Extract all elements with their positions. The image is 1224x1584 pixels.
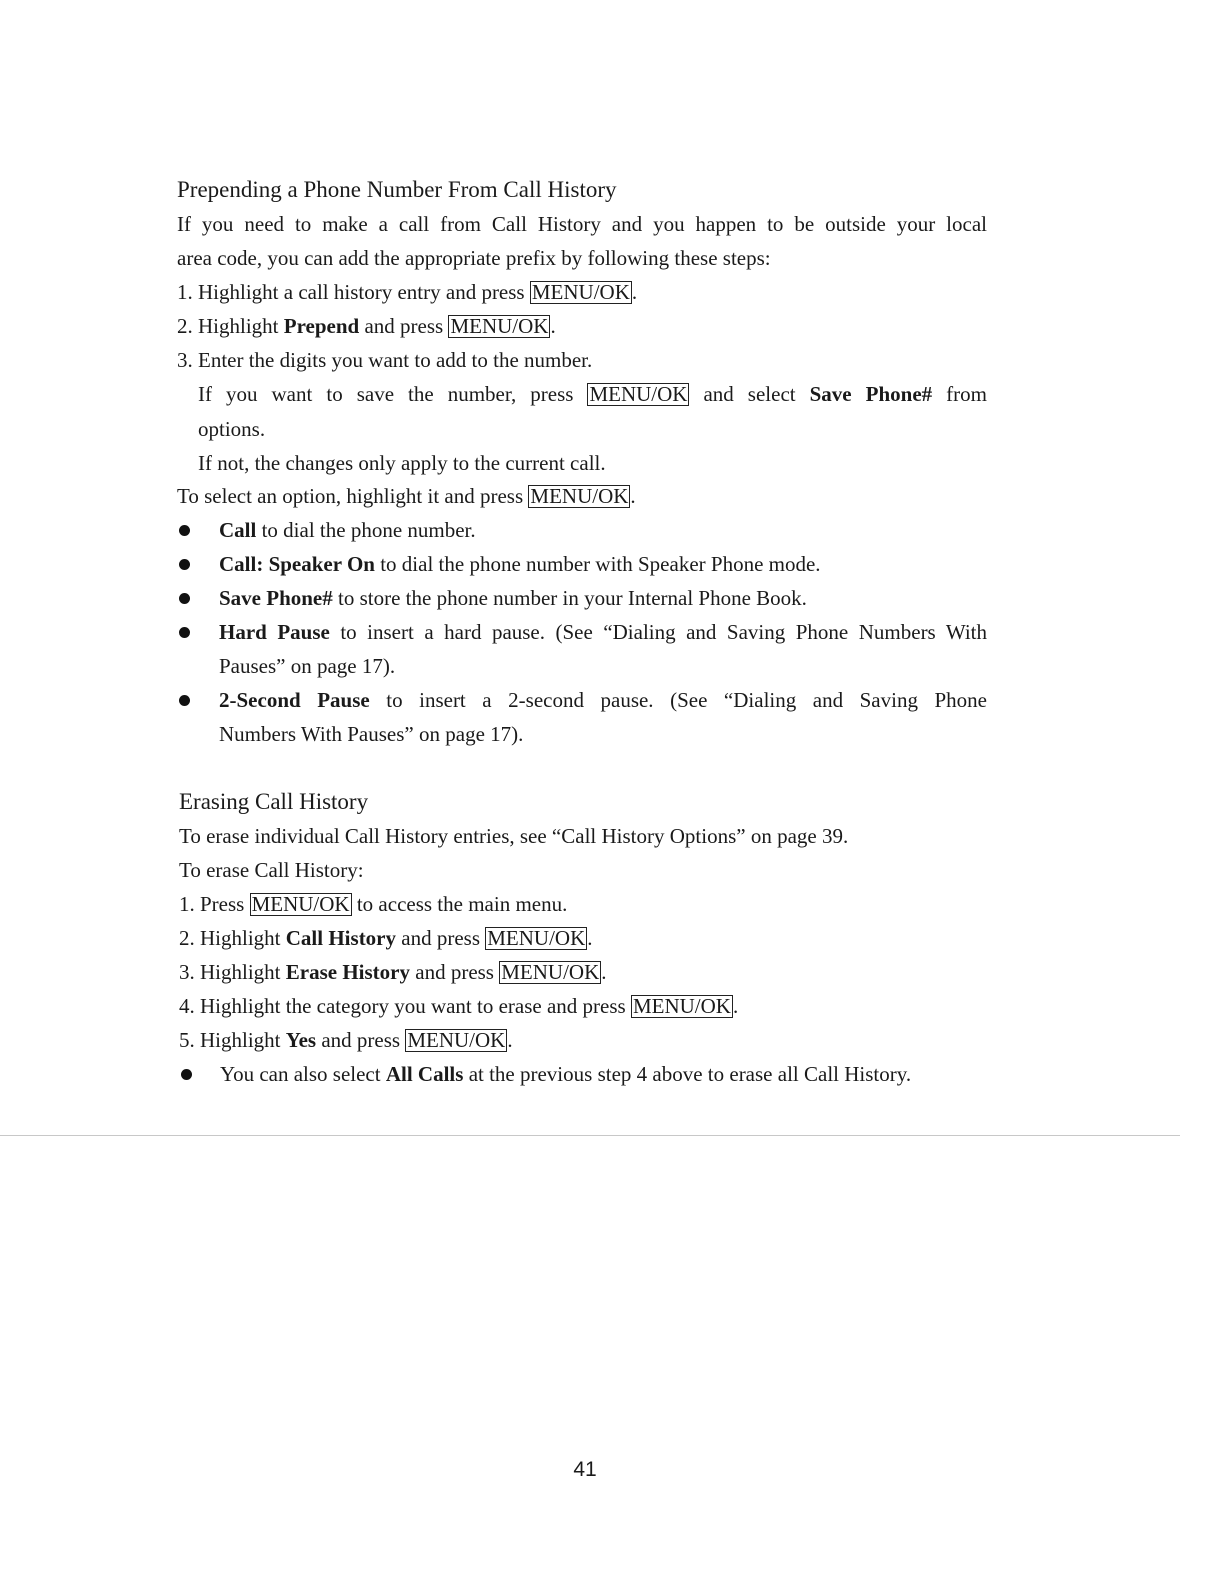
page-divider: [0, 1135, 1180, 1136]
step-text: 2. Highlight: [177, 314, 284, 338]
section-title-prepending: Prepending a Phone Number From Call History: [177, 177, 617, 202]
text: to dial the phone number.: [256, 518, 476, 542]
step-text: 2. Highlight: [179, 926, 286, 950]
bold-term: Call: [219, 518, 257, 542]
menu-ok-key: MENU/OK: [531, 280, 630, 304]
option-item-call: [219, 518, 476, 542]
prepend-step-1: [177, 280, 637, 304]
text: To select an option, highlight it and press: [177, 484, 529, 508]
menu-ok-key: MENU/OK: [501, 960, 600, 984]
text: If you want to save the number, press: [198, 382, 588, 406]
period: .: [732, 994, 739, 1018]
bold-term: Save Phone#: [809, 382, 933, 406]
period: .: [630, 484, 636, 508]
bold-term: Call History: [285, 926, 397, 950]
option-item-2sec-pause: [219, 688, 987, 712]
page-number: 41: [573, 1458, 597, 1481]
step-text: to access the main menu.: [351, 892, 568, 916]
period: .: [587, 926, 593, 950]
step-text: and press: [410, 960, 500, 984]
bullet-icon: [179, 627, 190, 638]
menu-ok-key: MENU/OK: [530, 484, 629, 508]
text: at the previous step 4 above to erase all Call History.: [463, 1062, 912, 1086]
bullet-icon: [179, 695, 190, 706]
text: to store the phone number in your Internal Phone Book.: [332, 586, 807, 610]
select-option-line: [177, 484, 636, 508]
save-instruction-line-1: [198, 382, 987, 406]
bold-term: Save Phone#: [219, 586, 333, 610]
erase-step-1: [179, 892, 567, 916]
step-text: 5. Highlight: [179, 1028, 286, 1052]
bullet-icon: [179, 559, 190, 570]
bullet-icon: [179, 525, 190, 536]
step-text: 1. Highlight a call history entry and press: [177, 280, 530, 304]
menu-ok-key: MENU/OK: [632, 994, 731, 1018]
erase-note: [220, 1062, 911, 1086]
step-text: 1. Press: [179, 892, 250, 916]
menu-ok-key: MENU/OK: [407, 1028, 506, 1052]
save-instruction-line-2: options.: [198, 417, 266, 441]
erase-step-3: [179, 960, 606, 984]
step-text: 3. Highlight: [179, 960, 286, 984]
intro-line-1: If you need to make a call from Call History and you happen to be outside your local: [177, 212, 987, 236]
erase-step-2: [179, 926, 593, 950]
period: .: [601, 960, 607, 984]
bold-term: Yes: [285, 1028, 317, 1052]
step-text: and press: [396, 926, 486, 950]
text: from: [932, 382, 987, 406]
menu-ok-key: MENU/OK: [450, 314, 549, 338]
erase-line-1: To erase individual Call History entries, see “Call History Options” on page 39.: [179, 824, 849, 848]
menu-ok-key: MENU/OK: [251, 892, 350, 916]
step-text: 4. Highlight the category you want to erase and press: [179, 994, 631, 1018]
text: to insert a hard pause. (See “Dialing and Saving Phone Numbers With: [329, 620, 987, 644]
intro-line-2: area code, you can add the appropriate prefix by following these steps:: [177, 246, 771, 270]
step-text: and press: [316, 1028, 406, 1052]
period: .: [550, 314, 556, 338]
option-item-save: [219, 586, 807, 610]
erase-line-2: To erase Call History:: [179, 858, 364, 882]
option-item-hard-pause-cont: Pauses” on page 17).: [219, 654, 396, 678]
text: to insert a 2-second pause. (See “Dialing and Saving Phone: [369, 688, 987, 712]
bold-term: All Calls: [385, 1062, 464, 1086]
prepend-step-3: 3. Enter the digits you want to add to the number.: [177, 348, 593, 372]
bullet-icon: [179, 593, 190, 604]
bold-term: Call: Speaker On: [219, 552, 375, 576]
text: You can also select: [220, 1062, 386, 1086]
bold-term: Hard Pause: [219, 620, 330, 644]
prepend-step-2: [177, 314, 556, 338]
bold-term: 2-Second Pause: [219, 688, 370, 712]
erase-step-5: [179, 1028, 513, 1052]
step-text: and press: [359, 314, 449, 338]
period: .: [631, 280, 638, 304]
if-not-line: If not, the changes only apply to the current call.: [198, 451, 606, 475]
option-item-hard-pause: [219, 620, 987, 644]
option-item-2sec-pause-cont: Numbers With Pauses” on page 17).: [219, 722, 524, 746]
section-title-erasing: Erasing Call History: [179, 789, 369, 814]
option-item-speaker: [219, 552, 821, 576]
period: .: [507, 1028, 513, 1052]
text: and select: [689, 382, 810, 406]
text: to dial the phone number with Speaker Phone mode.: [374, 552, 821, 576]
bold-term: Erase History: [285, 960, 410, 984]
erase-step-4: [179, 994, 738, 1018]
bold-term: Prepend: [283, 314, 360, 338]
menu-ok-key: MENU/OK: [487, 926, 586, 950]
menu-ok-key: MENU/OK: [589, 382, 688, 406]
bullet-icon: [181, 1069, 192, 1080]
